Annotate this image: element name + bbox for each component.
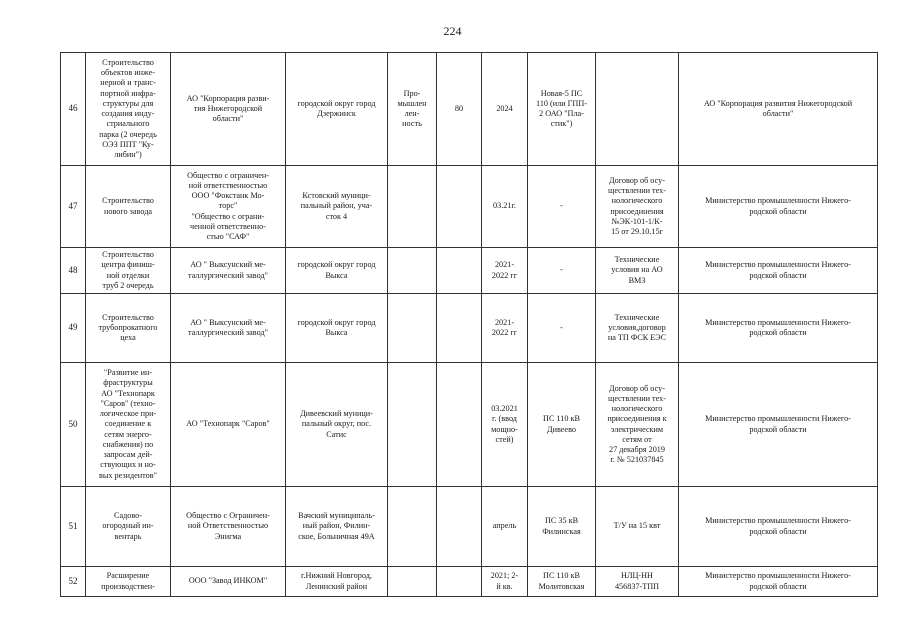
substation: ПС 110 кВ Молитовская [528, 567, 596, 597]
responsible-body: Министерство промышленности Нижего- родской области [679, 166, 878, 248]
table-row [61, 294, 878, 363]
industry-type [388, 567, 437, 597]
term: 2021; 2- й кв. [482, 567, 528, 597]
term: 03.21г. [482, 166, 528, 248]
power-value [437, 567, 482, 597]
contract: Т/У на 15 квт [596, 487, 679, 567]
industry-type: Про- мышлен лен- ность [388, 53, 437, 166]
contract: Договор об осу- ществлении тех- нологического присоединения к электрическим сетям от 27 декабря 2019 г. № 521037845 [596, 363, 679, 487]
industry-type [388, 294, 437, 363]
power-value [437, 363, 482, 487]
row-number: 49 [61, 294, 86, 363]
substation: - [528, 248, 596, 294]
table-row [61, 53, 878, 166]
location: г.Нижний Новгород, Ленинский район [286, 567, 388, 597]
table-row [61, 567, 878, 597]
row-number: 52 [61, 567, 86, 597]
table-row [61, 166, 878, 248]
industry-type [388, 166, 437, 248]
projects-table [60, 52, 878, 597]
contract: Технические условия на АО ВМЗ [596, 248, 679, 294]
company-name: Общество с ограничен- ной ответственностью ООО "Фокстанк Мо- торс" "Общество с ограни- ченной ответственно- стью "САФ" [171, 166, 286, 248]
row-number: 50 [61, 363, 86, 487]
industry-type [388, 487, 437, 567]
responsible-body: Министерство промышленности Нижего- родской области [679, 248, 878, 294]
company-name: АО "Корпорация разви- тия Нижегородской области" [171, 53, 286, 166]
industry-type [388, 363, 437, 487]
power-value: 80 [437, 53, 482, 166]
substation: Новая-5 ПС 110 (или ГПП- 2 ОАО "Пла- стик") [528, 53, 596, 166]
company-name: АО " Выксунский ме- таллургический завод" [171, 248, 286, 294]
power-value [437, 294, 482, 363]
power-value [437, 487, 482, 567]
contract: Договор об осу- ществлении тех- нологического присоединения №ЭК-101-1/К- 15 от 29.10.15г [596, 166, 679, 248]
row-number: 51 [61, 487, 86, 567]
term: 03.2021 г. (ввод мощно- стей) [482, 363, 528, 487]
project-name: Расширение производствен- [86, 567, 171, 597]
project-name: Строительство объектов инже- нерной и транс- портной инфра- структуры для создания инду- стриального парка (2 очередь ОЭЗ ППТ "Ку- либин") [86, 53, 171, 166]
location: Вачский муниципаль- ный район, Филин- ское, Больничная 49А [286, 487, 388, 567]
location: городской округ город Выкса [286, 294, 388, 363]
row-number: 46 [61, 53, 86, 166]
substation: - [528, 294, 596, 363]
contract [596, 53, 679, 166]
project-name: "Развитие ин- фраструктуры АО "Технопарк "Саров" (техно- логическое при- соединение к сетям энерго- снабжения) по запросам дей- ствующих и но- вых резидентов" [86, 363, 171, 487]
project-name: Строительство нового завода [86, 166, 171, 248]
project-name: Строительство центра финиш- ной отделки труб 2 очередь [86, 248, 171, 294]
row-number: 47 [61, 166, 86, 248]
substation: - [528, 166, 596, 248]
project-name: Строительство трубопрокатного цеха [86, 294, 171, 363]
row-number: 48 [61, 248, 86, 294]
responsible-body: Министерство промышленности Нижего- родской области [679, 363, 878, 487]
industry-type [388, 248, 437, 294]
location: Дивеевский муници- пальный округ, пос. Сатис [286, 363, 388, 487]
term: 2021- 2022 гг [482, 248, 528, 294]
company-name: АО "Технопарк "Саров" [171, 363, 286, 487]
responsible-body: Министерство промышленности Нижего- родской области [679, 487, 878, 567]
contract: НЛЦ-НН 456837-ТПП [596, 567, 679, 597]
location: Кстовский муници- пальный район, уча- сток 4 [286, 166, 388, 248]
company-name: АО " Выксунский ме- таллургический завод" [171, 294, 286, 363]
company-name: ООО "Завод ИНКОМ" [171, 567, 286, 597]
contract: Технические условия,договор на ТП ФСК ЕЭС [596, 294, 679, 363]
location: городской округ город Дзержинск [286, 53, 388, 166]
substation: ПС 35 кВ Филинская [528, 487, 596, 567]
page-number: 224 [443, 24, 462, 38]
power-value [437, 248, 482, 294]
term: апрель [482, 487, 528, 567]
table-row [61, 487, 878, 567]
responsible-body: Министерство промышленности Нижего- родской области [679, 294, 878, 363]
location: городской округ город Выкса [286, 248, 388, 294]
company-name: Общество с Ограничен- ной Ответственностью Энигма [171, 487, 286, 567]
table-row [61, 363, 878, 487]
power-value [437, 166, 482, 248]
responsible-body: Министерство промышленности Нижего- родской области [679, 567, 878, 597]
project-name: Садово- огородный ин- вентарь [86, 487, 171, 567]
substation: ПС 110 кВ Дивеево [528, 363, 596, 487]
responsible-body: АО "Корпорация развития Нижегородской области" [679, 53, 878, 166]
term: 2024 [482, 53, 528, 166]
term: 2021- 2022 гг [482, 294, 528, 363]
table-row [61, 248, 878, 294]
